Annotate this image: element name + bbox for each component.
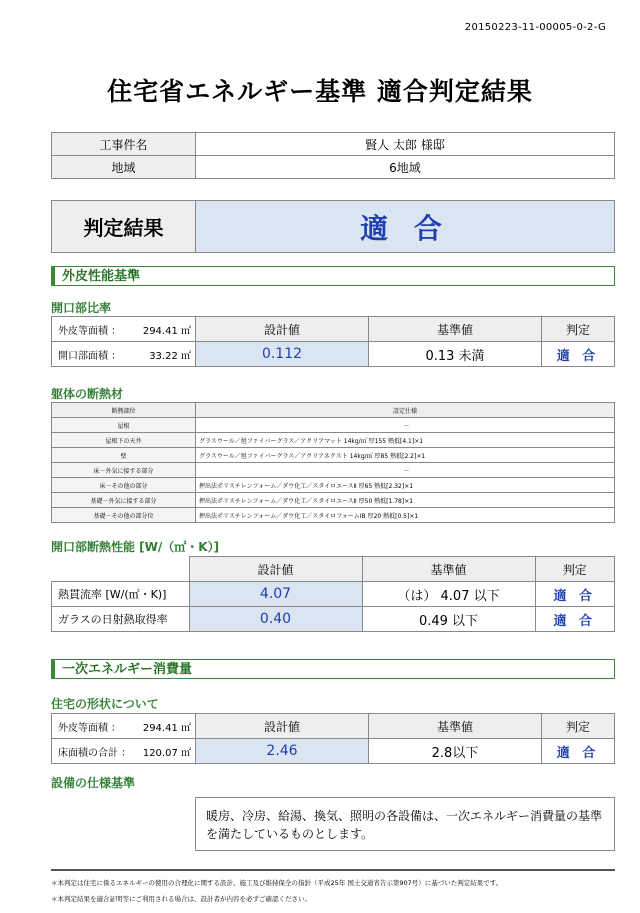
insulation-spec-header: 設定仕様 — [196, 403, 615, 418]
judgement-label: 判定結果 — [52, 201, 196, 253]
insulation-part: 床－その他の部分 — [52, 478, 196, 493]
envelope-area-label: 外皮等面積 ： — [58, 722, 122, 734]
insulation-title: 躯体の断熱材 — [51, 387, 124, 401]
energy-section-header: 一次エネルギー消費量 — [51, 659, 615, 679]
equipment-statement: 暖房、冷房、給湯、換気、照明の各設備は、一次エネルギー消費量の基準を満たしているものとします。 — [195, 797, 615, 851]
opening-area-label: 開口部面積 ： — [58, 350, 122, 362]
insulation-spec: グラスウール／旭ファイバーグラス／アクリアネクスト 14kg/㎥ 厚85 熱抵[2.2]×1 — [196, 448, 615, 463]
document-id: 20150223-11-00005-0-2-G — [464, 22, 606, 33]
table-row — [52, 448, 615, 463]
design-value: 0.112 — [196, 342, 369, 367]
result-header: 判定 — [542, 317, 615, 342]
page-title: 住宅省エネルギー基準 適合判定結果 — [107, 77, 533, 106]
area-cell — [52, 317, 196, 342]
house-shape-title: 住宅の形状について — [51, 697, 159, 711]
insulation-spec: － — [196, 463, 615, 478]
design-header: 設計値 — [189, 557, 362, 582]
standard-value: 0.13 未満 — [369, 342, 542, 367]
opening-perf-title: 開口部断熱性能 [W/（㎡・K）] — [51, 540, 220, 554]
table-row — [52, 493, 615, 508]
result-value: 適 合 — [542, 342, 615, 367]
table-row — [52, 582, 615, 607]
blank-cell — [52, 557, 190, 582]
footer-note-2: ＊本判定結果を適合証明等にご利用される場合は、設計者が内容を必ずご確認ください。 — [51, 895, 311, 903]
insulation-table — [51, 402, 615, 523]
envelope-section-header: 外皮性能基準 — [51, 266, 615, 286]
region-value: 6地域 — [196, 156, 615, 179]
footer-note-1: ＊本判定は住宅に係るエネルギーの使用の合理化に関する設計、施工及び維持保全の指針（平成25年 国土交通省告示第907号）に基づいた判定結果です。 — [51, 879, 503, 887]
opening-ratio-table — [51, 316, 615, 367]
area-cell — [52, 342, 196, 367]
insulation-part: 屋根 — [52, 418, 196, 433]
standard-value: 2.8以下 — [369, 739, 542, 764]
insulation-part: 床－外気に接する部分 — [52, 463, 196, 478]
floor-area-value: 120.07 ㎡ — [142, 747, 191, 759]
table-row — [52, 403, 615, 418]
house-shape-table — [51, 713, 615, 764]
project-info-table — [51, 132, 615, 179]
envelope-area-value: 294.41 ㎡ — [142, 722, 191, 734]
table-row — [52, 433, 615, 448]
area-cell — [52, 714, 196, 739]
design-value: 4.07 — [189, 582, 362, 607]
insulation-spec: グラスウール／旭ファイバーグラス／アクリアマット 14kg/㎥ 厚155 熱抵[4.1]×1 — [196, 433, 615, 448]
insulation-part: 基礎－その他の部分位 — [52, 508, 196, 523]
opening-area-value: 33.22 ㎡ — [149, 350, 191, 362]
table-row — [52, 508, 615, 523]
design-value: 0.40 — [189, 607, 362, 632]
opening-ratio-title: 開口部比率 — [51, 301, 112, 315]
result-header: 判定 — [535, 557, 615, 582]
envelope-area-value: 294.41 ㎡ — [142, 325, 191, 337]
table-row — [52, 418, 615, 433]
opening-perf-table — [51, 556, 615, 632]
result-value: 適 合 — [542, 739, 615, 764]
project-name-value: 賢人 太郎 様邸 — [196, 133, 615, 156]
standard-header: 基準値 — [362, 557, 535, 582]
equipment-title: 設備の仕様基準 — [51, 776, 136, 790]
table-row — [52, 156, 615, 179]
design-value: 2.46 — [196, 739, 369, 764]
judgement-table — [51, 200, 615, 253]
result-header: 判定 — [542, 714, 615, 739]
judgement-result: 適 合 — [196, 201, 615, 253]
insulation-part: 壁 — [52, 448, 196, 463]
standard-header: 基準値 — [369, 317, 542, 342]
area-cell — [52, 739, 196, 764]
insulation-spec: 押出法ポリスチレンフォーム／ダウ化工／スタイロエースⅡ 厚65 熱抵[2.32]×1 — [196, 478, 615, 493]
result-value: 適 合 — [535, 607, 615, 632]
project-name-label: 工事件名 — [52, 133, 196, 156]
footer-divider — [51, 869, 615, 871]
insulation-part-header: 断熱部位 — [52, 403, 196, 418]
table-row — [52, 463, 615, 478]
insulation-part: 屋根下の天井 — [52, 433, 196, 448]
region-label: 地域 — [52, 156, 196, 179]
heat-transmittance-label: 熱貫流率 [W/(㎡・K)] — [52, 582, 190, 607]
envelope-area-label: 外皮等面積 ： — [58, 325, 122, 337]
design-header: 設計値 — [196, 317, 369, 342]
design-header: 設計値 — [196, 714, 369, 739]
solar-gain-label: ガラスの日射熱取得率 — [52, 607, 190, 632]
table-row — [52, 133, 615, 156]
standard-value: （は） 4.07 以下 — [362, 582, 535, 607]
table-row — [52, 478, 615, 493]
table-row — [52, 607, 615, 632]
insulation-spec: － — [196, 418, 615, 433]
floor-area-label: 床面積の合計 ： — [58, 747, 132, 759]
standard-value: 0.49 以下 — [362, 607, 535, 632]
insulation-spec: 押出法ポリスチレンフォーム／ダウ化工／スタイロフォームIB 厚20 熱抵[0.5]×1 — [196, 508, 615, 523]
standard-header: 基準値 — [369, 714, 542, 739]
insulation-part: 基礎－外気に接する部分 — [52, 493, 196, 508]
result-value: 適 合 — [535, 582, 615, 607]
insulation-spec: 押出法ポリスチレンフォーム／ダウ化工／スタイロエースⅡ 厚50 熱抵[1.78]×1 — [196, 493, 615, 508]
